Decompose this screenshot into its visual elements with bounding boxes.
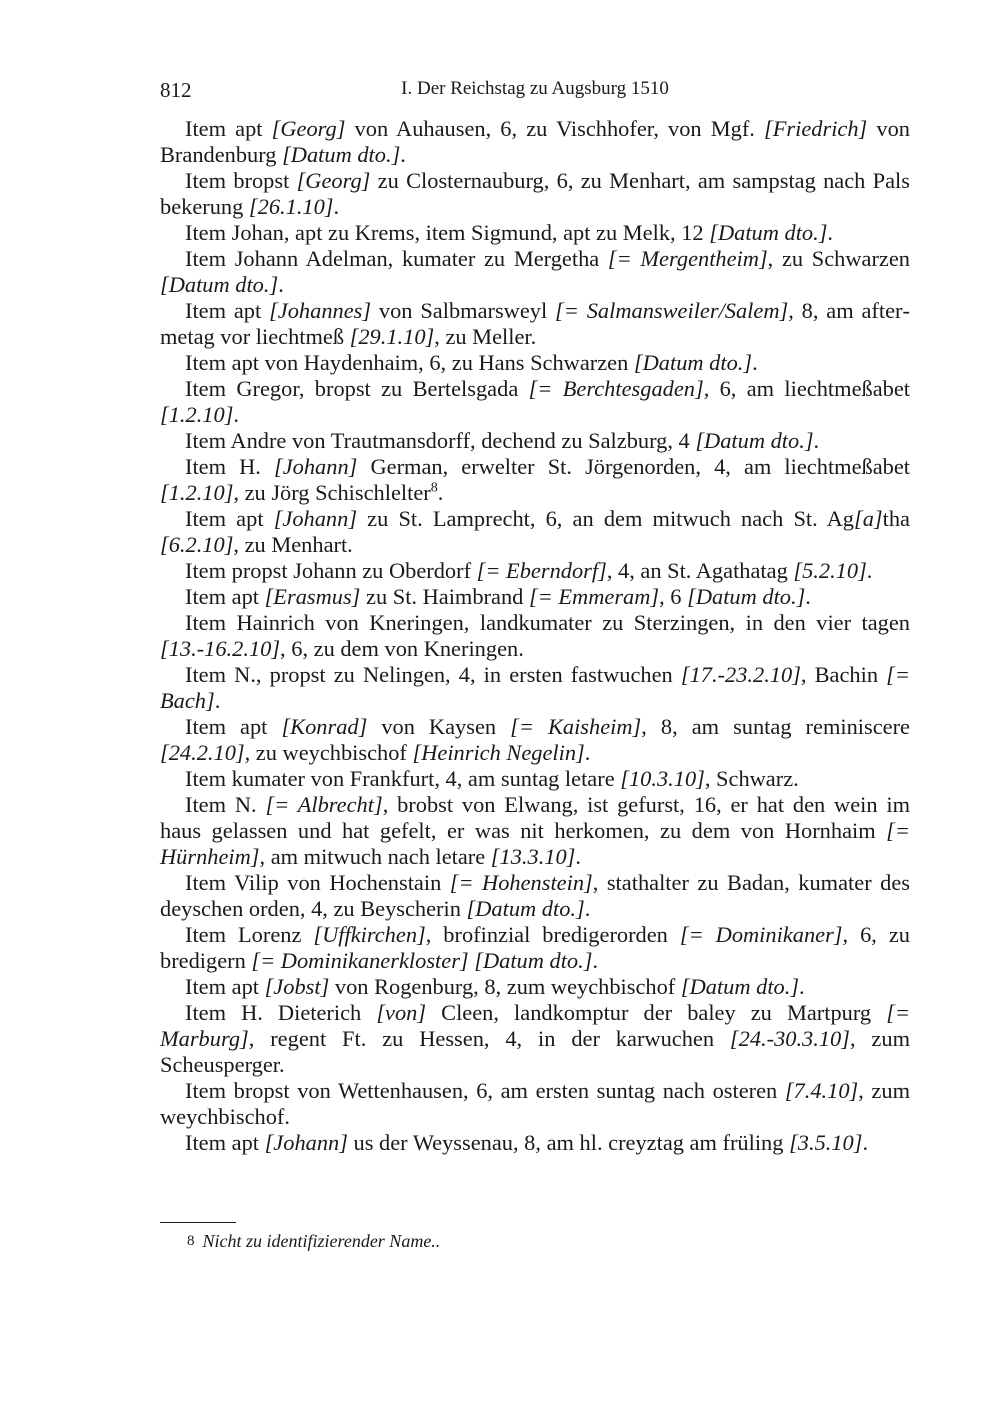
editorial-annotation: [= Berchtesgaden]	[528, 376, 704, 401]
entry-text: von Kaysen	[367, 714, 511, 739]
editorial-annotation: [Datum dto.]	[633, 350, 753, 375]
entry-text: .	[805, 584, 811, 609]
entry	[160, 246, 910, 298]
editorial-annotation: [24.-30.3.10]	[729, 1026, 850, 1051]
entry-text: .	[827, 220, 834, 245]
editorial-annotation: [= Marburg]	[160, 1000, 911, 1051]
editorial-annotation: [17.-23.2.10]	[680, 662, 801, 687]
editorial-annotation: [3.5.10]	[789, 1130, 863, 1155]
entry-text: Item H. Dieterich	[185, 1000, 377, 1025]
entry	[160, 558, 910, 584]
entry	[160, 922, 910, 974]
editorial-annotation: [= Kaisheim]	[510, 714, 642, 739]
entry-text: .	[575, 844, 582, 869]
footnote-reference: 8	[430, 480, 438, 496]
editorial-annotation: [= Salmansweiler/Salem]	[555, 298, 789, 323]
entry-text: .	[752, 350, 758, 375]
entry-text: Item H.	[185, 454, 275, 479]
entry-text: von Brandenburg	[160, 116, 910, 167]
entry-text: Item apt	[185, 298, 270, 323]
entry-text: Item Johan, apt zu Krems, item Sigmund, apt zu Melk, 12	[185, 220, 710, 245]
entry-text: Item Hainrich von Kneringen, landkumater zu Sterzingen, in den vier tagen	[185, 610, 910, 635]
entry-text: Item kumater von Frankfurt, 4, am suntag letare	[185, 766, 621, 791]
entry-text: Cleen, landkomptur der baley zu Martpurg	[426, 1000, 887, 1025]
editorial-annotation: [= Eberndorf]	[476, 558, 607, 583]
editorial-annotation: [13.-16.2.10]	[160, 636, 281, 661]
entry	[160, 454, 910, 506]
editorial-annotation: [6.2.10]	[160, 532, 234, 557]
editorial-annotation: [= Hohenstein]	[449, 870, 593, 895]
entry-text: , zu weychbischof	[244, 740, 413, 765]
entry-text: Item apt von Haydenhaim, 6, zu Hans Schwarzen	[185, 350, 634, 375]
entry-text: .	[437, 480, 444, 505]
entry	[160, 506, 910, 558]
entry-text: , 8, am suntag reminiscere	[641, 714, 910, 739]
entry-text: us der Weyssenau, 8, am hl. creyztag am früling	[347, 1130, 790, 1155]
entry-text: .	[233, 402, 240, 427]
footnote-mark: 8	[187, 1233, 195, 1249]
editorial-annotation: [Datum dto.]	[680, 974, 800, 999]
editorial-annotation: [Friedrich]	[764, 116, 868, 141]
entry	[160, 792, 910, 870]
entry	[160, 584, 910, 610]
editorial-annotation: [von]	[376, 1000, 427, 1025]
footnote-separator	[160, 1222, 236, 1223]
entry-text: Item bropst	[185, 168, 297, 193]
footnote-text: Nicht zu identifizierender Name..	[202, 1231, 441, 1251]
entry-text: , stathalter zu Badan, kumater des deyschen orden, 4, zu Beyscherin	[160, 870, 910, 921]
editorial-annotation: [Johann]	[273, 506, 358, 531]
editorial-annotation: [7.4.10]	[784, 1078, 859, 1103]
entry	[160, 1000, 910, 1078]
editorial-annotation: [Datum dto.]	[466, 896, 585, 921]
page-number: 812	[160, 78, 192, 102]
editorial-annotation: [= Dominikanerkloster]	[251, 948, 469, 973]
editorial-annotation: [Johannes]	[269, 298, 372, 323]
entry	[160, 1078, 910, 1130]
editorial-annotation: [= Emmeram]	[528, 584, 660, 609]
entry-text: , 6, zu bredigern	[160, 922, 910, 973]
editorial-annotation: [Jobst]	[264, 974, 330, 999]
entry-text: , Bachin	[800, 662, 887, 687]
editorial-annotation: [Georg]	[296, 168, 371, 193]
entry-text: von Rogenburg, 8, zum weychbischof	[329, 974, 681, 999]
entry-text: Item apt	[185, 506, 274, 531]
entry-text: , 6	[659, 584, 688, 609]
editorial-annotation: [Uffkirchen]	[313, 922, 426, 947]
editorial-annotation: [Datum dto.]	[695, 428, 814, 453]
entry-text: , zu Jörg Schischlelter	[233, 480, 431, 505]
entry	[160, 766, 910, 792]
page-header	[160, 78, 910, 108]
editorial-annotation: [= Hürnheim]	[160, 818, 910, 869]
entry	[160, 116, 910, 168]
entry-text: Item N.	[185, 792, 266, 817]
editorial-annotation: [24.2.10]	[160, 740, 245, 765]
editorial-annotation: [1.2.10]	[160, 480, 234, 505]
body-text	[160, 116, 910, 1156]
entry-text: German, erwelter St. Jörgenorden, 4, am liechtmeßabet	[357, 454, 911, 479]
entry-text: .	[592, 948, 599, 973]
entry	[160, 662, 910, 714]
editorial-annotation: [Datum dto.]	[687, 584, 806, 609]
footnote	[187, 1229, 887, 1253]
editorial-annotation: [5.2.10]	[793, 558, 867, 583]
editorial-annotation: [Johann]	[274, 454, 358, 479]
editorial-annotation: [Johann]	[264, 1130, 348, 1155]
entry	[160, 376, 910, 428]
entry-text: , zu Schwarzen	[767, 246, 910, 271]
editorial-annotation: [1.2.10]	[160, 402, 234, 427]
entry-text: Item propst Johann zu Oberdorf	[185, 558, 477, 583]
entry	[160, 220, 910, 246]
entry-text: , brobst von Elwang, ist gefurst, 16, er hat den wein im haus gelassen und hat gefelt, er was nit herkomen, zu dem von Hornhaim	[160, 792, 911, 843]
entry-text: , am mitwuch nach letare	[259, 844, 491, 869]
entry-text: .	[866, 558, 873, 583]
entry	[160, 350, 910, 376]
running-title: I. Der Reichstag zu Augsburg 1510	[401, 78, 669, 99]
entry-text: , 6, am liechtmeßabet	[703, 376, 910, 401]
entry-text: .	[214, 688, 221, 713]
entry-text: , zu Meller.	[434, 324, 537, 349]
entry-text: .	[333, 194, 340, 219]
entry-text: Item Johann Adelman, kumater zu Mergetha	[185, 246, 608, 271]
entry-text: tha	[882, 506, 910, 531]
editorial-annotation: [Georg]	[271, 116, 346, 141]
editorial-annotation: [13.3.10]	[490, 844, 576, 869]
entry	[160, 714, 910, 766]
entry-text: zu St. Haimbrand	[360, 584, 529, 609]
entry-text: , Schwarz.	[704, 766, 799, 791]
entry-text: Item apt	[185, 974, 265, 999]
editorial-annotation: [26.1.10]	[248, 194, 334, 219]
editorial-annotation: [Konrad]	[281, 714, 368, 739]
editorial-annotation: [Datum dto.]	[474, 948, 593, 973]
entry-text: Item apt	[185, 714, 282, 739]
entry-text: , 4, an St. Agathatag	[606, 558, 794, 583]
editorial-annotation: [Erasmus]	[264, 584, 361, 609]
editorial-annotation: [= Bach]	[160, 662, 910, 713]
editorial-annotation: [10.3.10]	[620, 766, 705, 791]
entry-text: zu Closternauburg, 6, zu Menhart, am sampstag nach Pals bekerung	[160, 168, 910, 219]
editorial-annotation: [Datum dto.]	[160, 272, 279, 297]
entry-text: Item bropst von Wettenhausen, 6, am ersten suntag nach osteren	[185, 1078, 785, 1103]
entry-text: von Salbmarsweyl	[371, 298, 556, 323]
editorial-annotation: [= Dominikaner]	[679, 922, 843, 947]
entry-text: .	[862, 1130, 869, 1155]
entry-text: Item apt	[185, 116, 272, 141]
entry-text: .	[400, 142, 406, 167]
entry-text: Item Gregor, bropst zu Bertelsgada	[185, 376, 529, 401]
entry-text: zu St. Lamprecht, 6, an dem mitwuch nach St. Ag	[357, 506, 855, 531]
entry-text: .	[813, 428, 820, 453]
editorial-annotation: [29.1.10]	[349, 324, 435, 349]
entry-text: Item apt	[185, 1130, 265, 1155]
editorial-annotation: [Heinrich Negelin]	[412, 740, 585, 765]
entry-text: Item N., propst zu Nelingen, 4, in ersten fastwuchen	[185, 662, 681, 687]
entry-text: Item Lorenz	[185, 922, 314, 947]
entry-text: , brofinzial bredigerorden	[425, 922, 680, 947]
entry-text: .	[584, 896, 591, 921]
editorial-annotation: [= Albrecht]	[265, 792, 383, 817]
entry	[160, 610, 910, 662]
entry-text: Item apt	[185, 584, 265, 609]
entry-text: .	[278, 272, 284, 297]
entry	[160, 870, 910, 922]
entry-text: , zum weychbischof.	[160, 1078, 910, 1129]
entry-text: , 6, zu dem von Kneringen.	[280, 636, 524, 661]
editorial-annotation: [Datum dto.]	[709, 220, 828, 245]
entry	[160, 168, 910, 220]
entry-text: , 8, am aftermetag vor liechtmeß	[160, 298, 910, 349]
entry	[160, 428, 910, 454]
editorial-annotation: [= Mergentheim]	[607, 246, 768, 271]
editorial-annotation: [Datum dto.]	[282, 142, 401, 167]
entry-text: Item Vilip von Hochenstain	[185, 870, 450, 895]
entry-text: , zum Scheusperger.	[160, 1026, 910, 1077]
entry	[160, 298, 910, 350]
entry	[160, 974, 910, 1000]
entry-text: , zu Menhart.	[233, 532, 353, 557]
entry-text: , regent Ft. zu Hessen, 4, in der karwuchen	[248, 1026, 730, 1051]
entry-text: von Auhausen, 6, zu Vischhofer, von Mgf.	[345, 116, 765, 141]
entry-text: .	[584, 740, 591, 765]
entry	[160, 1130, 910, 1156]
entry-text: .	[799, 974, 805, 999]
editorial-annotation: [a]	[854, 506, 883, 531]
entry-text: Item Andre von Trautmansdorff, dechend zu Salzburg, 4	[185, 428, 696, 453]
